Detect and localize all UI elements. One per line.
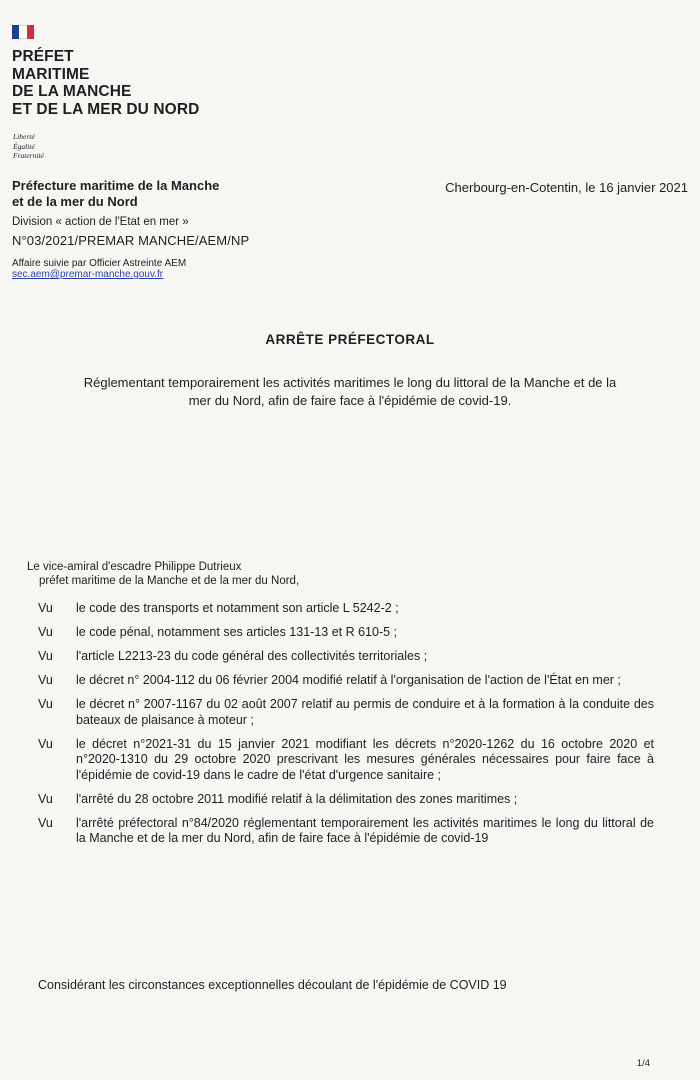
document-title: ARRÊTE PRÉFECTORAL: [265, 332, 435, 347]
vu-item: [38, 673, 654, 689]
vu-text: le décret n° 2004-112 du 06 février 2004 modifié relatif à l'organisation de l'action de l'État en mer ;: [76, 673, 621, 687]
vu-item: [38, 816, 654, 847]
vu-label: Vu: [38, 625, 53, 639]
considerant-line: Considérant les circonstances exceptionnelles découlant de l'épidémie de COVID 19: [38, 978, 507, 992]
vu-label: Vu: [38, 736, 53, 751]
place-and-date: Cherbourg-en-Cotentin, le 16 janvier 2021: [445, 180, 688, 195]
authority-function: préfet maritime de la Manche et de la mer du Nord,: [39, 575, 300, 587]
flag-blue-band: [12, 25, 19, 39]
vu-label: Vu: [38, 601, 53, 615]
vu-text: le décret n° 2007-1167 du 02 août 2007 relatif au permis de conduire et à la formation à la conduite des bateaux de plaisance à moteur ;: [76, 697, 654, 727]
vu-text: l'arrêté du 28 octobre 2011 modifié relatif à la délimitation des zones maritimes ;: [76, 791, 518, 806]
vu-item: [38, 601, 654, 617]
entity-line: ET DE LA MER DU NORD: [12, 100, 200, 118]
republic-motto: [13, 132, 44, 161]
vu-text: le décret n°2021-31 du 15 janvier 2021 modifiant les décrets n°2020-1262 du 16 octobre 2020 et n°2020-1310 du 29 octobre 2020 prescrivant les mesures générales nécessaires pour faire face à l'épidémie de covid-19 dans le cadre de l'état d'urgence sanitaire ;: [76, 736, 654, 782]
vu-label: Vu: [38, 649, 53, 663]
vu-text: le code pénal, notamment ses articles 131-13 et R 610-5 ;: [76, 625, 398, 639]
authority-block: [27, 560, 299, 588]
french-flag-logo: [12, 25, 34, 39]
affaire-line: Affaire suivie par Officier Astreinte AEM: [12, 258, 187, 269]
vu-item: [38, 737, 654, 784]
vu-label: Vu: [38, 791, 53, 806]
flag-white-band: [19, 25, 26, 39]
contact-email-link[interactable]: sec.aem@premar-manche.gouv.fr: [12, 269, 164, 280]
authority-name: Le vice-amiral d'escadre Philippe Dutrieux: [27, 561, 242, 573]
vu-text: l'arrêté préfectoral n°84/2020 réglementant temporairement les activités maritimes le long du littoral de la Manche et de la mer du Nord, afin de faire face à l'épidémie de covid-19: [76, 815, 654, 845]
entity-line: MARITIME: [12, 65, 90, 83]
document-subtitle: [10, 374, 690, 410]
motto-line: Égalité: [13, 141, 35, 151]
vu-text: le code des transports et notamment son article L 5242-2 ;: [76, 601, 399, 615]
sender-block: [12, 178, 249, 280]
entity-line: DE LA MANCHE: [12, 83, 132, 100]
flag-red-band: [27, 25, 34, 39]
subtitle-line: Réglementant temporairement les activités maritimes le long du littoral de la Manche et de la: [83, 375, 617, 390]
motto-line: Fraternité: [13, 151, 44, 160]
vu-label: Vu: [38, 697, 53, 711]
vu-text: l'article L2213-23 du code général des collectivités territoriales ;: [76, 649, 428, 663]
vu-label: Vu: [38, 673, 53, 687]
entity-line: PRÉFET: [12, 48, 74, 65]
vu-label: Vu: [38, 815, 53, 830]
vu-item: [38, 649, 654, 665]
page-number: 1/4: [636, 1058, 650, 1069]
motto-line: Liberté: [13, 132, 35, 141]
sender-line-2: et de la mer du Nord: [12, 194, 138, 209]
vu-item: [38, 697, 654, 728]
issuing-authority-title: [12, 48, 199, 118]
subtitle-line: mer du Nord, afin de faire face à l'épidémie de covid-19.: [188, 393, 512, 408]
vu-item: [38, 625, 654, 641]
reference-number: N°03/2021/PREMAR MANCHE/AEM/NP: [12, 233, 250, 248]
sender-line-1: Préfecture maritime de la Manche: [12, 178, 220, 193]
division-line: Division « action de l'Etat en mer »: [12, 216, 189, 228]
vu-item: [38, 792, 654, 808]
vu-list: [38, 601, 654, 855]
